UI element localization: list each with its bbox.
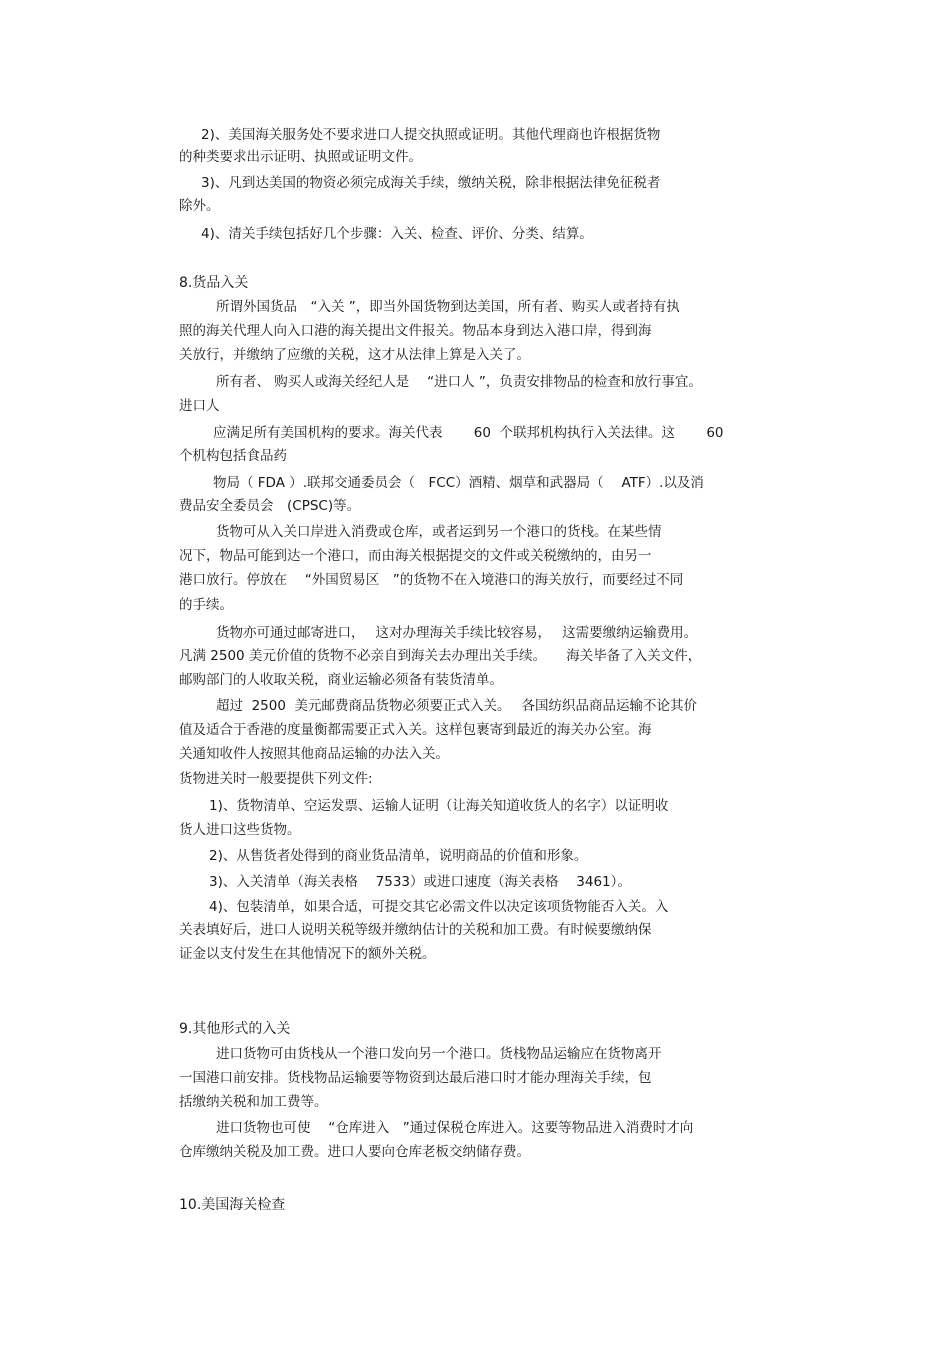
text-line: 关通知收件人按照其他商品运输的办法入关。 (179, 746, 449, 762)
text-line: 货物亦可通过邮寄进口， 这对办理海关手续比较容易， 这需要缴纳运输费用。 (216, 625, 698, 641)
text-line: 关放行，并缴纳了应缴的关税，这才从法律上算是入关了。 (179, 347, 530, 363)
text-line: 货物可从入关口岸进入消费或仓库，或者运到另一个港口的货栈。在某些情 (216, 524, 662, 540)
section-heading: 8.货品入关 (179, 275, 249, 291)
text-line: 费品安全委员会 (CPSC)等。 (179, 498, 361, 514)
text-line: 4)、清关手续包括好几个步骤：入关、检查、评价、分类、结算。 (201, 226, 593, 242)
text-line: 货人进口这些货物。 (179, 822, 301, 838)
text-line: 的手续。 (179, 597, 233, 613)
text-line: 的种类要求出示证明、执照或证明文件。 (179, 149, 422, 165)
text-line: 物局（ FDA ）.联邦交通委员会（ FCC）酒精、烟草和武器局（ ATF）.以及消 (213, 475, 704, 491)
text-line: 所谓外国货品 “入关 ”，即当外国货物到达美国，所有者、购买人或者持有执 (216, 299, 680, 315)
text-line: 所有者、 购买人或海关经纪人是 “进口人 ”，负责安排物品的检查和放行事宜。 (216, 374, 702, 390)
list-intro: 货物进关时一般要提供下列文件: (179, 771, 373, 787)
text-line: 进口人 (179, 398, 220, 414)
text-line: 进口货物也可使 “仓库进入 ”通过保税仓库进入。这要等物品进入消费时才向 (216, 1120, 694, 1136)
text-line: 1)、货物清单、空运发票、运输人证明（让海关知道收货人的名字）以证明收 (209, 798, 669, 814)
text-line: 港口放行。停放在 “外国贸易区 ”的货物不在入境港口的海关放行，而要经过不同 (179, 572, 684, 588)
text-line: 仓库缴纳关税及加工费。进口人要向仓库老板交纳储存费。 (179, 1144, 530, 1160)
text-line: 况下，物品可能到达一个港口，而由海关根据提交的文件或关税缴纳的，由另一 (179, 548, 652, 564)
text-line: 凡满 2500 美元价值的货物不必亲自到海关去办理出关手续。 海关毕备了入关文件， (179, 648, 702, 664)
text-line: 一国港口前安排。货栈物品运输要等物资到达最后港口时才能办理海关手续，包 (179, 1070, 652, 1086)
text-line: 2)、美国海关服务处不要求进口人提交执照或证明。其他代理商也许根据货物 (201, 127, 661, 143)
text-line: 证金以支付发生在其他情况下的额外关税。 (179, 946, 436, 962)
section-heading: 9.其他形式的入关 (179, 1021, 291, 1037)
text-line: 应满足所有美国机构的要求。海关代表 60 个联邦机构执行入关法律。这 60 (213, 425, 724, 441)
text-line: 关表填好后，进口人说明关税等级并缴纳估计的关税和加工费。有时候要缴纳保 (179, 922, 652, 938)
text-line: 4)、包装清单，如果合适，可提交其它必需文件以决定该项货物能否入关。入 (209, 899, 669, 915)
text-line: 2)、从售货者处得到的商业货品清单，说明商品的价值和形象。 (209, 848, 588, 864)
text-line: 3)、凡到达美国的物资必须完成海关手续，缴纳关税，除非根据法律免征税者 (201, 175, 661, 191)
text-line: 除外。 (179, 198, 220, 214)
section-heading: 10.美国海关检查 (179, 1197, 286, 1213)
text-line: 3)、入关清单（海关表格 7533）或进口速度（海关表格 3461）。 (209, 874, 631, 890)
text-line: 括缴纳关税和加工费等。 (179, 1094, 328, 1110)
text-line: 超过 2500 美元邮费商品货物必须要正式入关。 各国纺织品商品运输不论其价 (216, 698, 698, 714)
text-line: 邮购部门的人收取关税，商业运输必须备有装货清单。 (179, 672, 503, 688)
text-line: 个机构包括食品药 (179, 448, 287, 464)
text-line: 值及适合于香港的度量衡都需要正式入关。这样包裹寄到最近的海关办公室。海 (179, 722, 652, 738)
text-line: 照的海关代理人向入口港的海关提出文件报关。物品本身到达入港口岸，得到海 (179, 323, 652, 339)
text-line: 进口货物可由货栈从一个港口发向另一个港口。货栈物品运输应在货物离开 (216, 1046, 662, 1062)
